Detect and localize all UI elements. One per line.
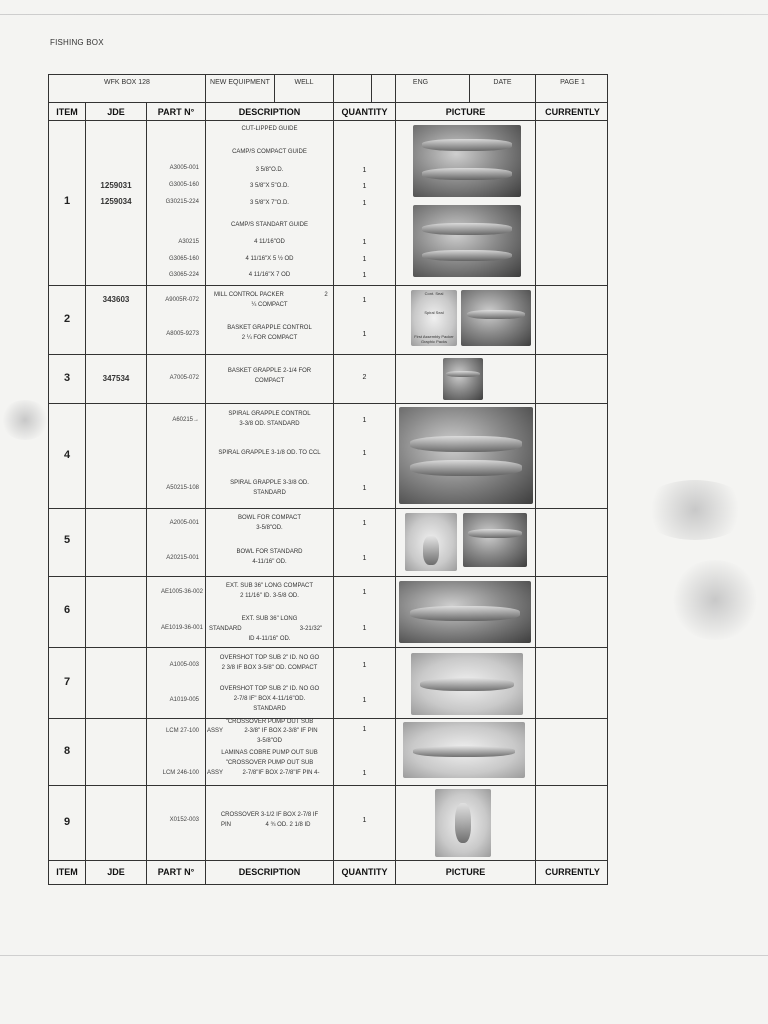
description: CUT-LIPPED GUIDE	[241, 126, 298, 132]
description: "CROSSOVER PUMP OUT SUB	[225, 719, 314, 725]
description: 2	[324, 292, 328, 298]
part-number: G3005-160	[168, 182, 199, 188]
description: 2-3/8" IF BOX 2-3/8" IF PIN	[244, 728, 318, 734]
description: COMPACT	[254, 378, 285, 384]
row-divider	[49, 647, 607, 648]
footer-description-header: DESCRIPTION	[238, 867, 301, 877]
jde-code: 343603	[102, 295, 130, 304]
scan-smudge	[670, 560, 760, 640]
description: EXT. SUB 36" LONG	[241, 616, 298, 622]
description: 4 ¾ OD. 2 1/8 ID	[265, 822, 311, 828]
quantity: 1	[362, 555, 367, 562]
quantity: 1	[362, 817, 367, 824]
description: 4 11/16"X 5 ½ OD	[245, 256, 294, 262]
quantity: 1	[362, 697, 367, 704]
equipment-table	[48, 74, 608, 885]
item-number: 2	[63, 313, 71, 325]
quantity: 1	[362, 450, 367, 457]
part-number: X0152-003	[169, 817, 199, 823]
quantity: 1	[362, 200, 367, 207]
description: 4 11/16"OD	[254, 239, 285, 245]
part-number: AE1019-36-001	[160, 625, 203, 631]
page-label: PAGE 1	[560, 79, 585, 86]
standard-guides-photo	[413, 205, 521, 277]
description: 3-3/8 OD. STANDARD	[239, 421, 300, 427]
packer-diagram	[411, 290, 457, 346]
description: STANDARD	[209, 626, 242, 632]
part-number: AE1005-36-002	[160, 589, 203, 595]
jde-code: 347534	[102, 374, 130, 383]
description: OVERSHOT TOP SUB 2" ID. NO GO	[219, 686, 320, 692]
description: CAMP/S COMPACT GUIDE	[232, 149, 307, 155]
row-divider	[49, 120, 607, 121]
quantity: 1	[362, 256, 367, 263]
col-currently-header: CURRENTLY	[545, 107, 600, 117]
diagram-label: Cont. Seal	[424, 291, 444, 296]
col-jde-header: JDE	[107, 107, 125, 117]
crossover-photo	[435, 789, 491, 857]
part-number: A8005-9273	[166, 331, 199, 337]
quantity: 1	[362, 726, 367, 733]
part-number: LCM 246-100	[162, 770, 199, 776]
description: 3-5/8"OD	[257, 738, 282, 744]
item-number: 7	[63, 676, 71, 688]
part-number: G3065-160	[168, 256, 199, 262]
col-item-header: ITEM	[56, 107, 78, 117]
quantity: 1	[362, 625, 367, 632]
diagram-label: Spiral Seal	[424, 310, 444, 315]
description: 4-11/16" OD.	[252, 559, 287, 565]
top-sub-photo	[411, 653, 523, 715]
description: ID 4-11/16" OD.	[248, 636, 291, 642]
description: 3 5/8"X 5"O.D.	[250, 183, 289, 189]
quantity: 2	[362, 374, 367, 381]
description: BOWL FOR STANDARD	[236, 549, 303, 555]
quantity: 1	[362, 589, 367, 596]
part-number: A60215→	[172, 417, 199, 423]
quantity: 1	[362, 272, 367, 279]
quantity: 1	[362, 520, 367, 527]
row-divider	[49, 102, 607, 103]
col-part-header: PART N°	[157, 107, 195, 117]
basket-grapple-photo	[443, 358, 483, 400]
description: ASSY	[207, 770, 224, 776]
description: 3 5/8"X 7"O.D.	[250, 200, 289, 206]
row-divider	[49, 785, 607, 786]
item-number: 8	[63, 745, 71, 757]
description: BOWL FOR COMPACT	[238, 515, 301, 521]
description: CROSSOVER 3-1/2 IF BOX 2-7/8 IF	[220, 812, 319, 818]
quantity: 1	[362, 485, 367, 492]
description: STANDARD	[253, 490, 286, 496]
scan-smudge	[640, 480, 750, 540]
well-label: WELL	[294, 79, 314, 86]
description: 2 3/8 IF BOX 3-5/8" OD. COMPACT	[221, 665, 318, 671]
item-number: 1	[63, 195, 71, 207]
footer-currently-header: CURRENTLY	[545, 867, 600, 877]
footer-part-header: PART N°	[157, 867, 195, 877]
description: CAMP/S STANDART GUIDE	[230, 222, 308, 228]
item-number: 5	[63, 534, 71, 546]
box-label: WFK BOX 128	[104, 79, 150, 86]
part-number: G30215-224	[165, 199, 199, 205]
diagram-label: First Assembly Packer Graphic Packs	[414, 334, 454, 344]
description: EXT. SUB 36" LONG COMPACT	[225, 583, 314, 589]
col-divider	[85, 102, 86, 885]
description: STANDARD	[253, 706, 286, 712]
row-divider	[49, 285, 607, 286]
col-divider	[395, 75, 396, 885]
part-number: A2005-001	[169, 520, 199, 526]
grapple-control-photo	[461, 290, 531, 346]
description: SPIRAL GRAPPLE CONTROL	[228, 411, 311, 417]
part-number: A20215-001	[166, 555, 199, 561]
quantity: 1	[362, 770, 367, 777]
description: BASKET GRAPPLE CONTROL	[227, 325, 312, 331]
description: 4 11/16"X 7 OD	[248, 272, 291, 278]
col-quantity-header: QUANTITY	[341, 107, 388, 117]
description: 2-7/8 IF" BOX 4-11/16"OD.	[233, 696, 306, 702]
item-number: 9	[63, 816, 71, 828]
col-picture-header: PICTURE	[445, 107, 486, 117]
description: "CROSSOVER PUMP OUT SUB	[225, 760, 314, 766]
description: BASKET GRAPPLE 2-1/4 FOR	[227, 368, 312, 374]
footer-quantity-header: QUANTITY	[341, 867, 388, 877]
description: SPIRAL GRAPPLE 3-1/8 OD. TO CCL	[218, 450, 321, 456]
new-equipment-label: NEW EQUIPMENT	[210, 79, 270, 86]
part-number: A30215	[178, 239, 199, 245]
description: LAMINAS COBRE PUMP OUT SUB	[221, 750, 318, 756]
pump-out-sub-photo	[403, 722, 525, 778]
item-number: 3	[63, 372, 71, 384]
footer-picture-header: PICTURE	[445, 867, 486, 877]
description: 3 5/8"O.D.	[255, 167, 284, 173]
col-divider	[146, 102, 147, 885]
item-number: 4	[63, 449, 71, 461]
col-divider	[535, 75, 536, 885]
part-number: A3005-001	[169, 165, 199, 171]
description: ¼ COMPACT	[251, 302, 288, 308]
quantity: 1	[362, 167, 367, 174]
eng-label: ENG	[412, 79, 429, 86]
footer-jde-header: JDE	[107, 867, 125, 877]
row-divider	[49, 508, 607, 509]
part-number: G3065-224	[168, 272, 199, 278]
row-divider	[49, 403, 607, 404]
row-divider	[49, 576, 607, 577]
description: ASSY	[207, 728, 224, 734]
description: MILL CONTROL PACKER	[214, 292, 284, 298]
part-number: A1019-005	[169, 697, 199, 703]
description: 2-7/8"IF BOX 2-7/8"IF PIN 4-	[242, 770, 320, 776]
bowl-standard-photo	[463, 513, 527, 567]
description: 3-21/32"	[299, 626, 323, 632]
jde-code: 1259031	[100, 181, 132, 190]
date-label: DATE	[493, 79, 512, 86]
part-number: A9005R-072	[165, 297, 199, 303]
page-bottom-edge	[0, 955, 768, 956]
part-number: A1005-003	[169, 662, 199, 668]
description: 3-5/8"OD.	[256, 525, 283, 531]
footer-item-header: ITEM	[56, 867, 78, 877]
description: SPIRAL GRAPPLE 3-3/8 OD.	[230, 480, 309, 486]
col-divider	[333, 75, 334, 885]
page-top-edge	[0, 14, 768, 15]
part-number: LCM 27-100	[165, 728, 199, 734]
jde-code: 1259034	[100, 197, 132, 206]
quantity: 1	[362, 331, 367, 338]
scan-smudge	[0, 400, 50, 440]
document-title: FISHING BOX	[50, 38, 104, 47]
description: 2 ¼ FOR COMPACT	[241, 335, 298, 341]
quantity: 1	[362, 297, 367, 304]
fishing-guides-photo	[413, 125, 521, 197]
quantity: 1	[362, 183, 367, 190]
col-description-header: DESCRIPTION	[238, 107, 301, 117]
description: OVERSHOT TOP SUB 2" ID. NO GO	[219, 655, 320, 661]
part-number: A50215-108	[166, 485, 199, 491]
part-number: A7005-072	[169, 375, 199, 381]
description: PIN	[221, 822, 232, 828]
row-divider	[49, 860, 607, 861]
quantity: 1	[362, 417, 367, 424]
description: 2 11/16" ID. 3-5/8 OD.	[240, 593, 299, 599]
quantity: 1	[362, 662, 367, 669]
quantity: 1	[362, 239, 367, 246]
item-number: 6	[63, 604, 71, 616]
row-divider	[49, 354, 607, 355]
spiral-grapple-photo	[399, 407, 533, 504]
extension-sub-photo	[399, 581, 531, 643]
bowl-compact-photo	[405, 513, 457, 571]
